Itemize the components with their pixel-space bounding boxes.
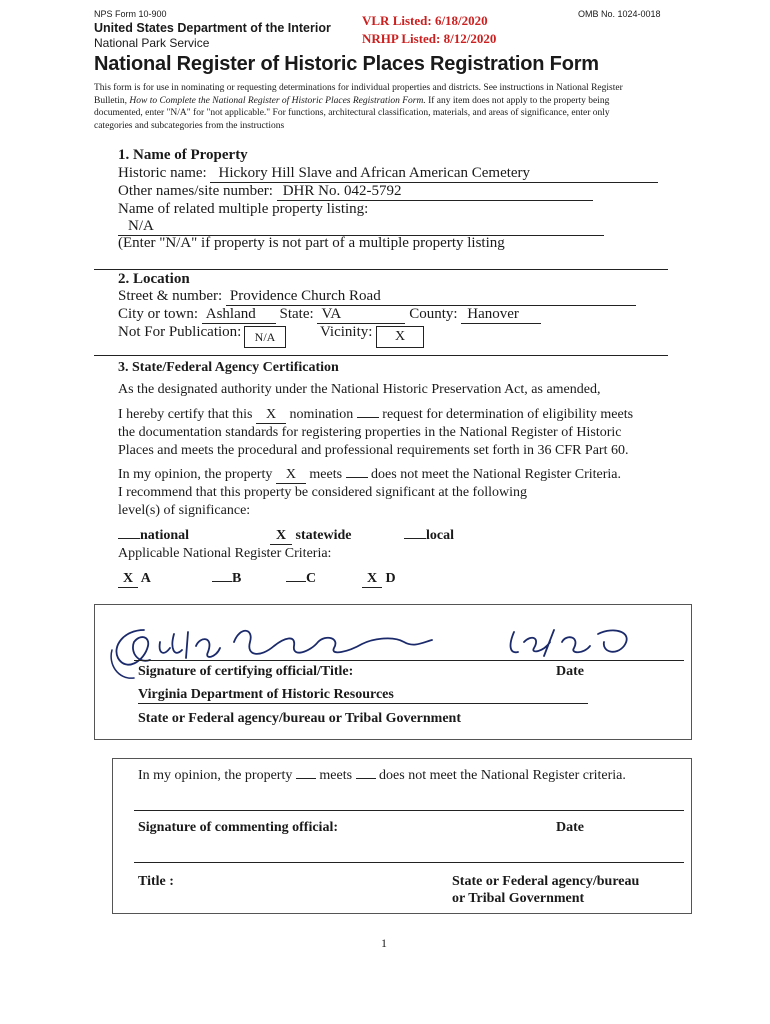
statewide-checkbox[interactable]: X xyxy=(270,528,292,545)
comment-signature-line[interactable] xyxy=(134,810,684,811)
service: National Park Service xyxy=(94,36,210,50)
department: United States Department of the Interior xyxy=(94,21,331,35)
opinion-row xyxy=(118,467,621,484)
city-field[interactable]: Ashland xyxy=(202,306,276,324)
comment-meets-label: meets xyxy=(319,768,353,783)
county-field[interactable]: Hanover xyxy=(461,306,541,324)
instructions-bulletin-title: How to Complete the National Register of Historic Places Registration Form. xyxy=(129,95,426,106)
comment-date-label: Date xyxy=(556,820,584,835)
agency-row xyxy=(138,687,588,704)
instructions-line: Bulletin, xyxy=(94,95,130,106)
street-field[interactable]: Providence Church Road xyxy=(226,288,636,306)
local-checkbox[interactable] xyxy=(404,538,426,539)
county-label: County: xyxy=(409,306,458,322)
comment-meets-checkbox[interactable] xyxy=(296,778,316,779)
instructions xyxy=(94,82,686,132)
historic-name-label: Historic name: xyxy=(118,165,207,181)
section-divider xyxy=(94,269,668,270)
comment-opinion-text: In my opinion, the property xyxy=(138,768,293,783)
related-listing-row xyxy=(118,218,604,236)
other-names-field[interactable]: DHR No. 042-5792 xyxy=(277,183,593,201)
related-listing-label: Name of related multiple property listing: xyxy=(118,201,369,217)
nrhp-listed-stamp: NRHP Listed: 8/12/2020 xyxy=(362,31,497,46)
page-title: National Register of Historic Places Registration Form xyxy=(94,53,599,75)
authority-text: As the designated authority under the National Historic Preservation Act, as amended, xyxy=(118,382,601,397)
criteria-row xyxy=(118,571,151,588)
state-field[interactable]: VA xyxy=(317,306,405,324)
city-label: City or town: xyxy=(118,306,199,322)
comment-agency-label: or Tribal Government xyxy=(452,891,585,906)
criterion-d-label: D xyxy=(385,571,396,586)
related-listing-field[interactable]: N/A xyxy=(118,218,604,236)
opinion-text: In my opinion, the property xyxy=(118,467,273,482)
recommend-text: level(s) of significance: xyxy=(118,503,251,518)
page-number: 1 xyxy=(381,936,387,950)
certify-text: request for determination of eligibility meets xyxy=(382,407,634,422)
historic-name-field[interactable]: Hickory Hill Slave and African American Cemetery xyxy=(210,165,658,183)
local-label: local xyxy=(426,528,454,543)
certify-row xyxy=(118,407,633,424)
certifying-signature-label: Signature of certifying official/Title: xyxy=(138,664,354,679)
historic-name-row xyxy=(118,165,658,183)
certify-text: Places and meets the procedural and professional requirements set forth in 36 CFR Part 60. xyxy=(118,443,629,458)
national-checkbox[interactable] xyxy=(118,538,140,539)
criterion-b xyxy=(212,571,241,587)
not-for-publication-box[interactable]: N/A xyxy=(244,326,286,348)
vicinity-box[interactable]: X xyxy=(376,326,424,348)
recommend-text: I recommend that this property be considered significant at the following xyxy=(118,485,527,500)
level-national xyxy=(118,528,189,544)
comment-opinion-row xyxy=(138,768,626,784)
instructions-line: If any item does not apply to the property being xyxy=(425,95,610,106)
criterion-d xyxy=(362,571,396,588)
omb-number: OMB No. 1024-0018 xyxy=(578,9,661,19)
street-label: Street & number: xyxy=(118,288,223,304)
criterion-c-label: C xyxy=(306,571,317,586)
comment-signature-label: Signature of commenting official: xyxy=(138,820,338,835)
certify-text: I hereby certify that this xyxy=(118,407,253,422)
other-names-row xyxy=(118,183,593,201)
determination-checkbox[interactable] xyxy=(357,417,379,418)
agency-field[interactable]: Virginia Department of Historic Resources xyxy=(138,687,588,704)
meets-checkbox[interactable]: X xyxy=(276,467,306,484)
meets-label: meets xyxy=(309,467,343,482)
agency-label: State or Federal agency/bureau or Tribal Government xyxy=(138,711,462,726)
national-label: national xyxy=(140,528,190,543)
other-names-label: Other names/site number: xyxy=(118,183,273,199)
comment-does-not-meet-checkbox[interactable] xyxy=(356,778,376,779)
instructions-line: documented, enter "N/A" for "not applicable." For functions, architectural classification, materials, and areas of significance, enter only xyxy=(94,108,610,118)
level-statewide xyxy=(270,528,352,545)
opinion-text: does not meet the National Register Criteria. xyxy=(371,467,622,482)
comment-agency-label: State or Federal agency/bureau xyxy=(452,874,640,889)
criterion-a-label: A xyxy=(140,571,151,586)
state-label: State: xyxy=(279,306,314,322)
vlr-listed-stamp: VLR Listed: 6/18/2020 xyxy=(362,13,488,28)
criterion-d-checkbox[interactable]: X xyxy=(362,571,382,588)
section-3-heading: 3. State/Federal Agency Certification xyxy=(118,360,339,375)
criterion-b-label: B xyxy=(232,571,242,586)
city-row xyxy=(118,306,541,324)
nomination-label: nomination xyxy=(289,407,354,422)
form-number: NPS Form 10-900 xyxy=(94,9,167,19)
street-row xyxy=(118,288,636,306)
criterion-a-checkbox[interactable]: X xyxy=(118,571,138,588)
instructions-line: categories and subcategories from the instructions xyxy=(94,120,285,131)
certifying-date-label: Date xyxy=(556,664,584,679)
comment-title-label: Title : xyxy=(138,874,174,889)
not-for-publication-label: Not For Publication: xyxy=(118,324,242,340)
related-listing-note: (Enter "N/A" if property is not part of a multiple property listing xyxy=(118,235,505,251)
level-local xyxy=(404,528,454,544)
criterion-c xyxy=(286,571,316,587)
section-2-heading: 2. Location xyxy=(118,271,190,287)
criterion-c-checkbox[interactable] xyxy=(286,581,306,582)
comment-opinion-text: does not meet the National Register criteria. xyxy=(379,768,626,783)
instructions-line: This form is for use in nominating or requesting determinations for individual properties and districts. See instructions in National Register xyxy=(94,83,623,93)
criteria-label: Applicable National Register Criteria: xyxy=(118,546,332,561)
signature-line[interactable] xyxy=(134,660,684,661)
criterion-b-checkbox[interactable] xyxy=(212,581,232,582)
section-1-heading: 1. Name of Property xyxy=(118,147,248,163)
certify-text: the documentation standards for registering properties in the National Register of Historic xyxy=(118,425,622,440)
statewide-label: statewide xyxy=(295,528,352,543)
does-not-meet-checkbox[interactable] xyxy=(346,477,368,478)
vicinity-label: Vicinity: xyxy=(320,324,373,340)
comment-title-line[interactable] xyxy=(134,862,684,863)
section-divider xyxy=(94,355,668,356)
nomination-checkbox[interactable]: X xyxy=(256,407,286,424)
